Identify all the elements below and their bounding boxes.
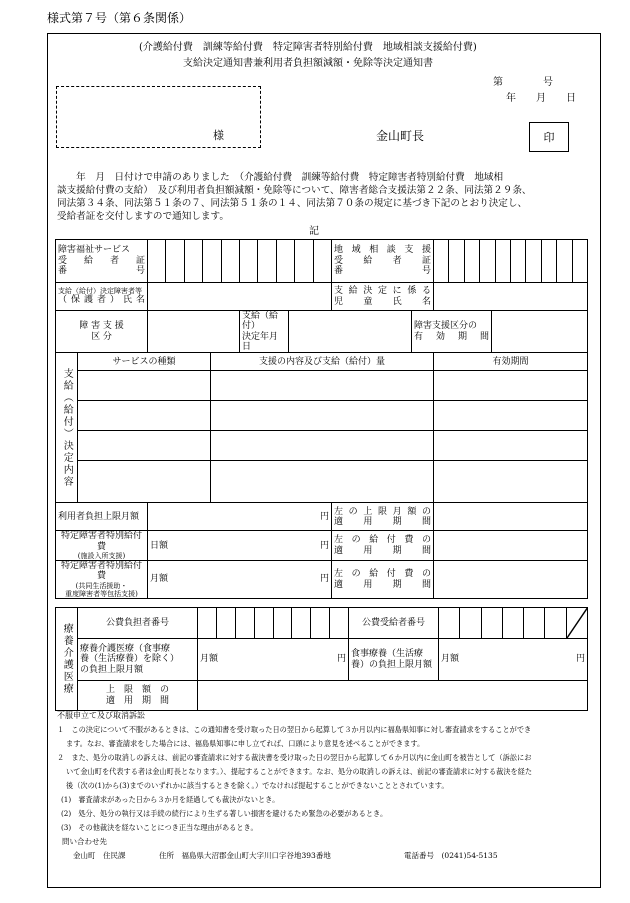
yen-unit: 円 [320,574,330,585]
appeal-line: ます。なお、審査請求をした場合には、福島県知事に申し立てれば、口頭により意見を述べることができます。 [66,739,425,748]
appeal-line: １ この決定について不服があるときは、この通知書を受け取った日の翌日から起算して３か月以内に福島県知事に対し審査請求をすることができ [57,725,532,734]
payer-number-field[interactable] [198,608,349,639]
special-benefit2-label: 特定障害者特別給付費 (共同生活援助・ 重度障害者等包括支援) [56,561,148,599]
title-line2: 支給決定通知書兼利用者負担額減額・免除等決定通知書 [183,58,433,69]
child-label: 支給決定に係る 児 童 氏 名 [332,283,434,311]
area-cert-number-field[interactable] [434,240,588,283]
benefit-period-field[interactable] [434,531,588,561]
medical-vertical-label: 療養介護医療 [56,608,78,711]
addressee-suffix: 様 [213,129,224,142]
col-service-header: サービスの種類 [78,353,211,371]
contact-phone: 電話番号 (0241)54-5135 [404,851,498,860]
content-cell[interactable] [211,401,434,431]
period-cell[interactable] [434,461,588,503]
monthly-label: 月額 [441,654,460,665]
appeal-line: (1) 審査請求があった日から３か月を経過しても裁決がないとき。 [61,795,280,804]
diagonal-slash [567,608,587,638]
issuer-name: 金山町長 [376,129,425,143]
benefit-period-label: 左の給付費の 適 用 期 間 [332,531,434,561]
appeal-line: (3) その他裁決を経ないことにつき正当な理由があるとき。 [61,823,258,832]
content-cell[interactable] [211,431,434,461]
medical-table [55,607,588,711]
appeal-heading: 不服申立て及び取消訴訟 [57,711,145,720]
area-cert-label: 地 域 相 談 支 援 受 給 者 証 番 号 [332,240,434,283]
contact-address: 住所 福島県大沼郡金山町大字川口字谷地393番地 [159,851,331,860]
recipient-number-label: 公費受給者番号 [349,608,439,639]
child-name-field[interactable] [434,283,588,311]
body-line-2: 談支援給付費の支給） 及び利用者負担額減額・免除等について、障害者総合支援法第２２条、同法第２９条、 [57,185,532,196]
number-label: 第 号 [493,77,553,88]
service-cell[interactable] [78,431,211,461]
decision-date-field[interactable] [289,311,412,353]
limit-period-label: 左の上限月額の 適 用 期 間 [332,503,434,531]
body-line-1: 年 月 日付けで申請のありました （介護給付費 訓練等給付費 特定障害者特別給付費 地域相 [57,172,504,183]
body-line-3: 同法第３４条、同法第５１条の７、同法第５１条の１４、同法第７０条の規定に基づき下記のとおり決定し、 [57,198,528,209]
category-period-label: 障害支援区分の 有 効 期 間 [412,311,492,353]
period-cell[interactable] [434,431,588,461]
monthly-label: 月額 [200,654,219,665]
yen-unit: 円 [575,654,585,665]
recipient-label: 支給（給付）決定障害者等 （保護者）氏名 [56,283,148,311]
yen-unit: 円 [336,654,346,665]
recipient-name-field[interactable] [148,283,332,311]
seal-box: 印 [529,122,569,152]
daily-amount-field[interactable] [148,531,332,561]
payer-number-label: 公費負担者番号 [78,608,198,639]
appeal-line: いて金山町を代表する者は金山町長となります。）、提起することができます。なお、処分の取消しの訴えは、前記の審査請求に対する裁決を経た [66,767,533,776]
limit-period-field[interactable] [198,681,588,711]
col-content-header: 支援の内容及び支給（給付）量 [211,353,434,371]
yen-unit: 円 [320,540,330,551]
svc-cert-label: 障害福祉サービス 受 給 者 証 番 号 [56,240,148,283]
decision-table [55,239,588,599]
recipient-number-field[interactable] [439,608,588,639]
appeal-line: (2) 処分、処分の執行又は手続の続行により生ずる著しい損害を避けるため緊急の必要があるとき。 [61,809,388,818]
appeal-line: ２ また、処分の取消しの訴えは、前記の審査請求に対する裁決書を受け取った日の翌日から起算して６か月以内に金山町を被告として（訴訟にお [57,753,532,762]
period-cell[interactable] [434,371,588,401]
burden-limit-field[interactable] [148,503,332,531]
medical-limit-field[interactable] [198,639,349,681]
decision-vertical-label: 支給（給付）決定内容 [56,353,78,503]
support-category-label: 障 害 支 援 区 分 [56,311,148,353]
content-cell[interactable] [211,371,434,401]
benefit-period-label: 左の給付費の 適 用 期 間 [332,561,434,599]
period-cell[interactable] [434,401,588,431]
service-cell[interactable] [78,401,211,431]
daily-label: 日額 [150,540,169,551]
body-line-4: 受給者証を交付しますので通知します。 [57,211,229,222]
special-benefit1-label: 特定障害者特別給付費 (施設入所支援) [56,531,148,561]
service-cell[interactable] [78,461,211,503]
content-cell[interactable] [211,461,434,503]
monthly-amount-field[interactable] [148,561,332,599]
contact-dept: 金山町 住民課 [73,851,126,860]
decision-date-label: 支給（給付） 決定年月日 [240,311,289,353]
form-number: 様式第７号（第６条関係） [47,11,192,25]
medical-limit-label: 療養介護医療（食事療 養（生活療養）を除く） の負担上限月額 [78,639,198,681]
col-period-header: 有効期間 [434,353,588,371]
support-category-field[interactable] [148,311,240,353]
ki-label: 記 [309,226,319,237]
meal-limit-label: 食事療養（生活療 養）の負担上限月額 [349,639,439,681]
burden-limit-label: 利用者負担上限月額 [56,503,148,531]
date-label: 年 月 日 [506,93,576,104]
category-period-field[interactable] [492,311,588,353]
limit-period-label: 上 限 額 の 適 用 期 間 [78,681,198,711]
svc-cert-number-field[interactable] [148,240,332,283]
monthly-label: 月額 [150,574,169,585]
limit-period-field[interactable] [434,503,588,531]
meal-limit-field[interactable] [439,639,588,681]
addressee-box [56,86,261,148]
yen-unit: 円 [320,511,330,522]
appeal-line: 後（次の(1)から(3)までのいずれかに該当するときを除く。）でなければ提起することができないこととされています。 [66,781,449,790]
contact-heading: 問い合わせ先 [62,837,107,846]
service-cell[interactable] [78,371,211,401]
benefit-period-field[interactable] [434,561,588,599]
title-line1: (介護給付費 訓練等給付費 特定障害者特別給付費 地域相談支援給付費) [139,42,477,53]
